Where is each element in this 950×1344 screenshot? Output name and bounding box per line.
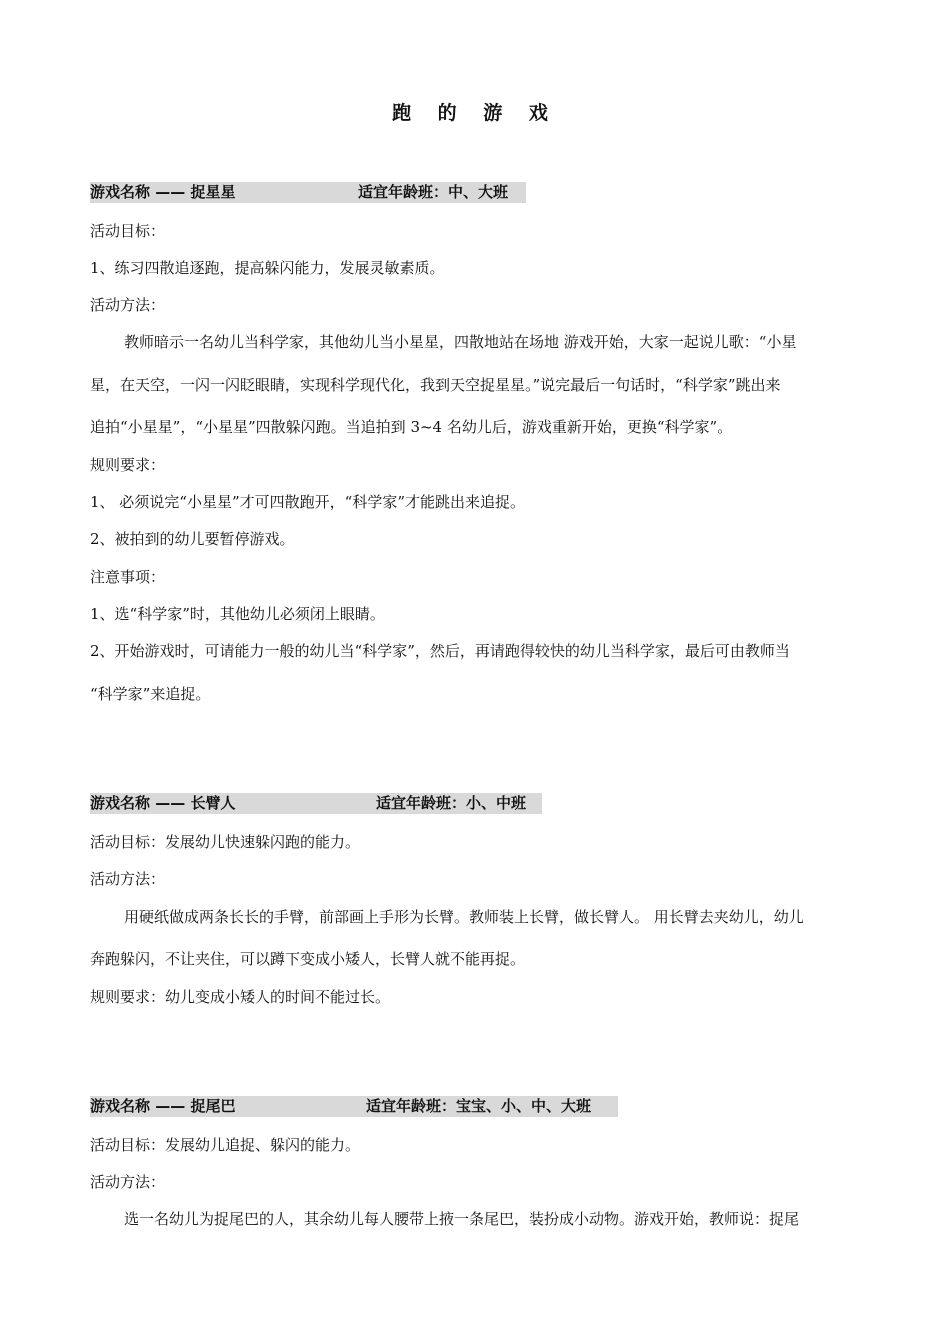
game-age: 适宜年龄班：小、中班: [376, 794, 527, 812]
text-line: 用硬纸做成两条长长的手臂，前部画上手形为长臂。教师装上长臂，做长臂人。 用长臂去夹幼儿，幼儿: [124, 908, 804, 926]
text-line: 奔跑躲闪，不让夹住，可以蹲下变成小矮人，长臂人就不能再捉。: [90, 950, 526, 968]
text-line: 活动目标：发展幼儿追捉、躲闪的能力。: [90, 1136, 361, 1154]
game-name: 游戏名称 —— 长臂人: [90, 794, 236, 812]
page-title: 跑 的 游 戏: [392, 102, 558, 124]
game-name: 游戏名称 —— 捉星星: [90, 183, 236, 201]
game-name: 游戏名称 —— 捉尾巴: [90, 1097, 236, 1115]
text-line: 追拍“小星星”，“小星星”四散躲闪跑。当追拍到 3~4 名幼儿后，游戏重新开始，更换“科学家”。: [90, 418, 733, 436]
text-line: 活动方法：: [90, 296, 166, 314]
text-line: 活动方法：: [90, 1173, 166, 1191]
text-line: 活动目标：发展幼儿快速躲闪跑的能力。: [90, 833, 361, 851]
text-line: 1、练习四散追逐跑，提高躲闪能力，发展灵敏素质。: [90, 259, 445, 277]
text-line: “科学家”来追捉。: [90, 685, 211, 703]
text-line: 2、开始游戏时，可请能力一般的幼儿当“科学家”，然后，再请跑得较快的幼儿当科学家，最后可由教师当: [90, 642, 790, 660]
text-line: 活动目标：: [90, 222, 166, 240]
text-line: 注意事项：: [90, 568, 166, 586]
text-line: 规则要求：: [90, 456, 166, 474]
text-line: 活动方法：: [90, 870, 166, 888]
text-line: 星，在天空，一闪一闪眨眼睛，实现科学现代化，我到天空捉星星。”说完最后一句话时，“科学家”跳出来: [90, 376, 781, 394]
text-line: 2、被拍到的幼儿要暂停游戏。: [90, 530, 295, 548]
game-age: 适宜年龄班：宝宝、小、中、大班: [366, 1097, 592, 1115]
game-header-catch-tail: [90, 1096, 618, 1117]
game-header-long-arm: [90, 793, 542, 814]
game-age: 适宜年龄班：中、大班: [358, 183, 509, 201]
text-line: 1、 必须说完“小星星”才可四散跑开，“科学家”才能跳出来追捉。: [90, 493, 525, 511]
text-line: 选一名幼儿为捉尾巴的人，其余幼儿每人腰带上掖一条尾巴，装扮成小动物。游戏开始，教师说：捉尾: [124, 1210, 800, 1228]
text-line: 1、选“科学家”时，其他幼儿必须闭上眼睛。: [90, 605, 385, 623]
game-header-catch-stars: [90, 182, 526, 203]
text-line: 规则要求：幼儿变成小矮人的时间不能过长。: [90, 988, 391, 1006]
text-line: 教师暗示一名幼儿当科学家，其他幼儿当小星星，四散地站在场地 游戏开始，大家一起说儿歌：“小星: [124, 333, 797, 351]
